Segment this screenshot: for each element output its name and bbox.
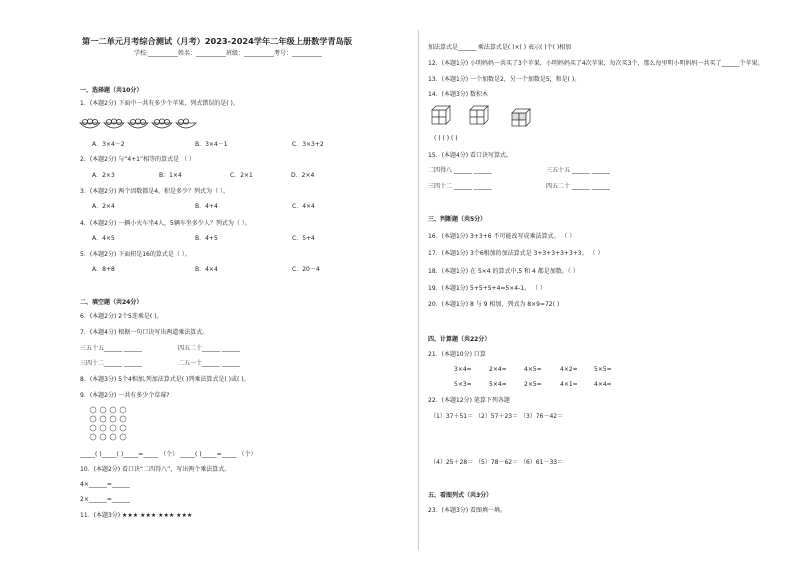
q14-answer-blanks: ( ) ( ) ( )	[434, 135, 458, 142]
q2-option-c: C．2×1	[230, 172, 253, 179]
question-15: 15．(本题4分) 看口诀写算式。	[428, 152, 513, 159]
section-calc-header: 四、计算题（共22分）	[428, 336, 491, 343]
right-column	[426, 0, 764, 562]
q3-option-b: B．4+4	[195, 203, 218, 210]
q2-option-b: B．1×4	[159, 172, 182, 179]
question-12: 12．(本题1分) 小明妈妈一共买了3个苹果，小明妈妈买了4次苹果，每次买3个，那么每里明小明妈妈一共买了______个苹果。	[428, 60, 764, 67]
q21-row1-item5: 5×5=	[594, 366, 612, 373]
question-7: 7．(本题4分) 根据一句口诀写出两道乘法算式。	[80, 329, 209, 336]
question-16: 16．(本题1分) 3+3+6 不可能改写成乘法算式。 （ ）	[428, 233, 576, 240]
section-picture-header: 五、看图列式（共3分）	[428, 492, 493, 499]
question-6: 6．(本题2分) 2个5连乘是( )。	[80, 313, 163, 320]
q5-option-c: C．20－4	[292, 266, 320, 273]
question-13: 13．(本题1分) 一个加数是2，另一个加数是5，和是( )。	[428, 76, 581, 83]
question-2: 2．(本题2分) 与“4+1”相等的算式是 （ ）	[80, 156, 195, 163]
exam-title: 第一二单元月考综合测试（月考）2023-2024学年二年级上册数学青岛版	[82, 36, 353, 46]
question-1: 1．(本题2分) 下面中一共有多少个苹果，列式错误的是( )。	[80, 100, 239, 107]
q9-answer-blanks: _____( )_____( )_____=_____ （个） _____( )_____=_____ （个）	[80, 451, 257, 458]
q15-row2-left: 三四十二 ______ ______	[428, 183, 492, 190]
q1-option-a: A．3×4－2	[92, 141, 125, 148]
question-19: 19．(本题1分) 5+5+5+4=5×4-1。 （ ）	[428, 285, 546, 292]
column-divider	[418, 30, 419, 550]
q22-row2: （4）25＋28＝ （5）78－62＝ （6）61－33＝	[430, 459, 564, 466]
question-14: 14．(本题3分) 数积木	[428, 91, 489, 98]
question-11: 11．(本题3分) ★★★ ★★★ ★★★ ★★★	[80, 512, 193, 519]
question-9: 9．(本题2分) 一共有多少个草莓?	[80, 392, 170, 399]
q4-option-c: C．5+4	[292, 235, 315, 242]
q21-row1-item2: 2×4=	[489, 366, 507, 373]
q15-row1-right: 三五十五 ______ ______	[546, 167, 610, 174]
q10-blank-a: 4×______=______	[80, 481, 130, 488]
section-judge-header: 三、判断题（共5分）	[428, 216, 487, 223]
q21-row2-item5: 4×4=	[594, 381, 612, 388]
q21-row1-item4: 4×2=	[560, 366, 578, 373]
q21-row2-item2: 5×4=	[489, 381, 507, 388]
q4-option-b: B．4+5	[195, 235, 218, 242]
q3-option-a: A．2×4	[92, 203, 115, 210]
q7-row1-right: 四五二十______ ______	[178, 345, 240, 352]
question-5: 5．(本题2分) 下面积是16的算式是（ ）。	[80, 251, 191, 258]
question-17: 17．(本题1分) 3个6相加的加法算式是 3+3+3+3+3+3。 （ ）	[428, 250, 604, 257]
q4-option-a: A．4×5	[92, 235, 115, 242]
q21-row1-item1: 3×4=	[454, 366, 472, 373]
question-20: 20．(本题1分) 8 与 9 相加，列式为 8×9=72( )	[428, 301, 560, 308]
apple-bowls-figure	[78, 118, 218, 132]
section-choice-header: 一、选择题（共10分）	[80, 87, 143, 94]
question-21: 21．(本题10分) 口算	[428, 351, 486, 358]
q7-row1-left: 三五十五______ ______	[80, 345, 142, 352]
q2-option-d: D．2×4	[291, 172, 315, 179]
cube-stacks-icon	[430, 104, 550, 130]
q5-option-b: B．4×4	[195, 266, 218, 273]
question-18: 18．(本题1分) 在 5×4 的算式中,5 和 4 都是加数。（ ）	[428, 268, 579, 275]
q1-option-c: C．3×3+2	[292, 141, 324, 148]
q5-option-a: A．8+8	[92, 266, 115, 273]
section-fill-header: 二、填空题（共24分）	[80, 299, 143, 306]
left-column	[78, 0, 408, 562]
strawberry-figure	[88, 406, 128, 446]
q21-row2-item4: 4×1=	[560, 381, 578, 388]
strawberry-icon	[88, 406, 136, 446]
question-23: 23．(本题3分) 看图填一填。	[428, 507, 507, 514]
question-10: 10．(本题2分) 看口诀“二四得八”，写出两个乘法算式。	[80, 466, 231, 473]
cube-stacks-figure	[430, 104, 550, 128]
question-4: 4．(本题2分) 一辆小火车坐4人，5辆车坐多少人？列式为（ ）。	[80, 220, 251, 227]
q11-continued: 加法算式是______ 乘法算式是( )×( ) 表示( )个( )相加	[428, 44, 572, 51]
q10-blank-b: 2×______=______	[80, 496, 130, 503]
apple-bowls-icon	[78, 118, 218, 134]
q21-row1-item3: 4×5=	[524, 366, 542, 373]
question-22: 22．(本题12分) 笔算下列各题	[428, 397, 510, 404]
q21-row2-item3: 2×5=	[524, 381, 542, 388]
q15-row1-left: 二四得八 ______ ______	[428, 167, 492, 174]
q7-row2-left: 三四十二______ ______	[80, 360, 142, 367]
question-8: 8．(本题3分) 5个4相加,列加法算式是( )列乘法算式是( )或( )。	[80, 376, 250, 383]
q1-option-b: B．3×4－1	[195, 141, 228, 148]
q3-option-c: C．4×4	[292, 203, 315, 210]
q21-row2-item1: 5×3=	[454, 381, 472, 388]
q2-option-a: A．2×3	[92, 172, 115, 179]
q7-row2-right: 二五一十______ ______	[178, 360, 240, 367]
student-info-line: 学校:__________姓名：__________班级：__________考号：__________	[134, 50, 323, 57]
q22-row1: （1）37＋51＝ （2）57＋23＝ （3）76－42＝	[430, 413, 564, 420]
question-3: 3．(本题2分) 两个因数都是4，积是多少？列式为（ ）。	[80, 188, 229, 195]
q15-row2-right: 四五二十 ______ ______	[546, 183, 610, 190]
